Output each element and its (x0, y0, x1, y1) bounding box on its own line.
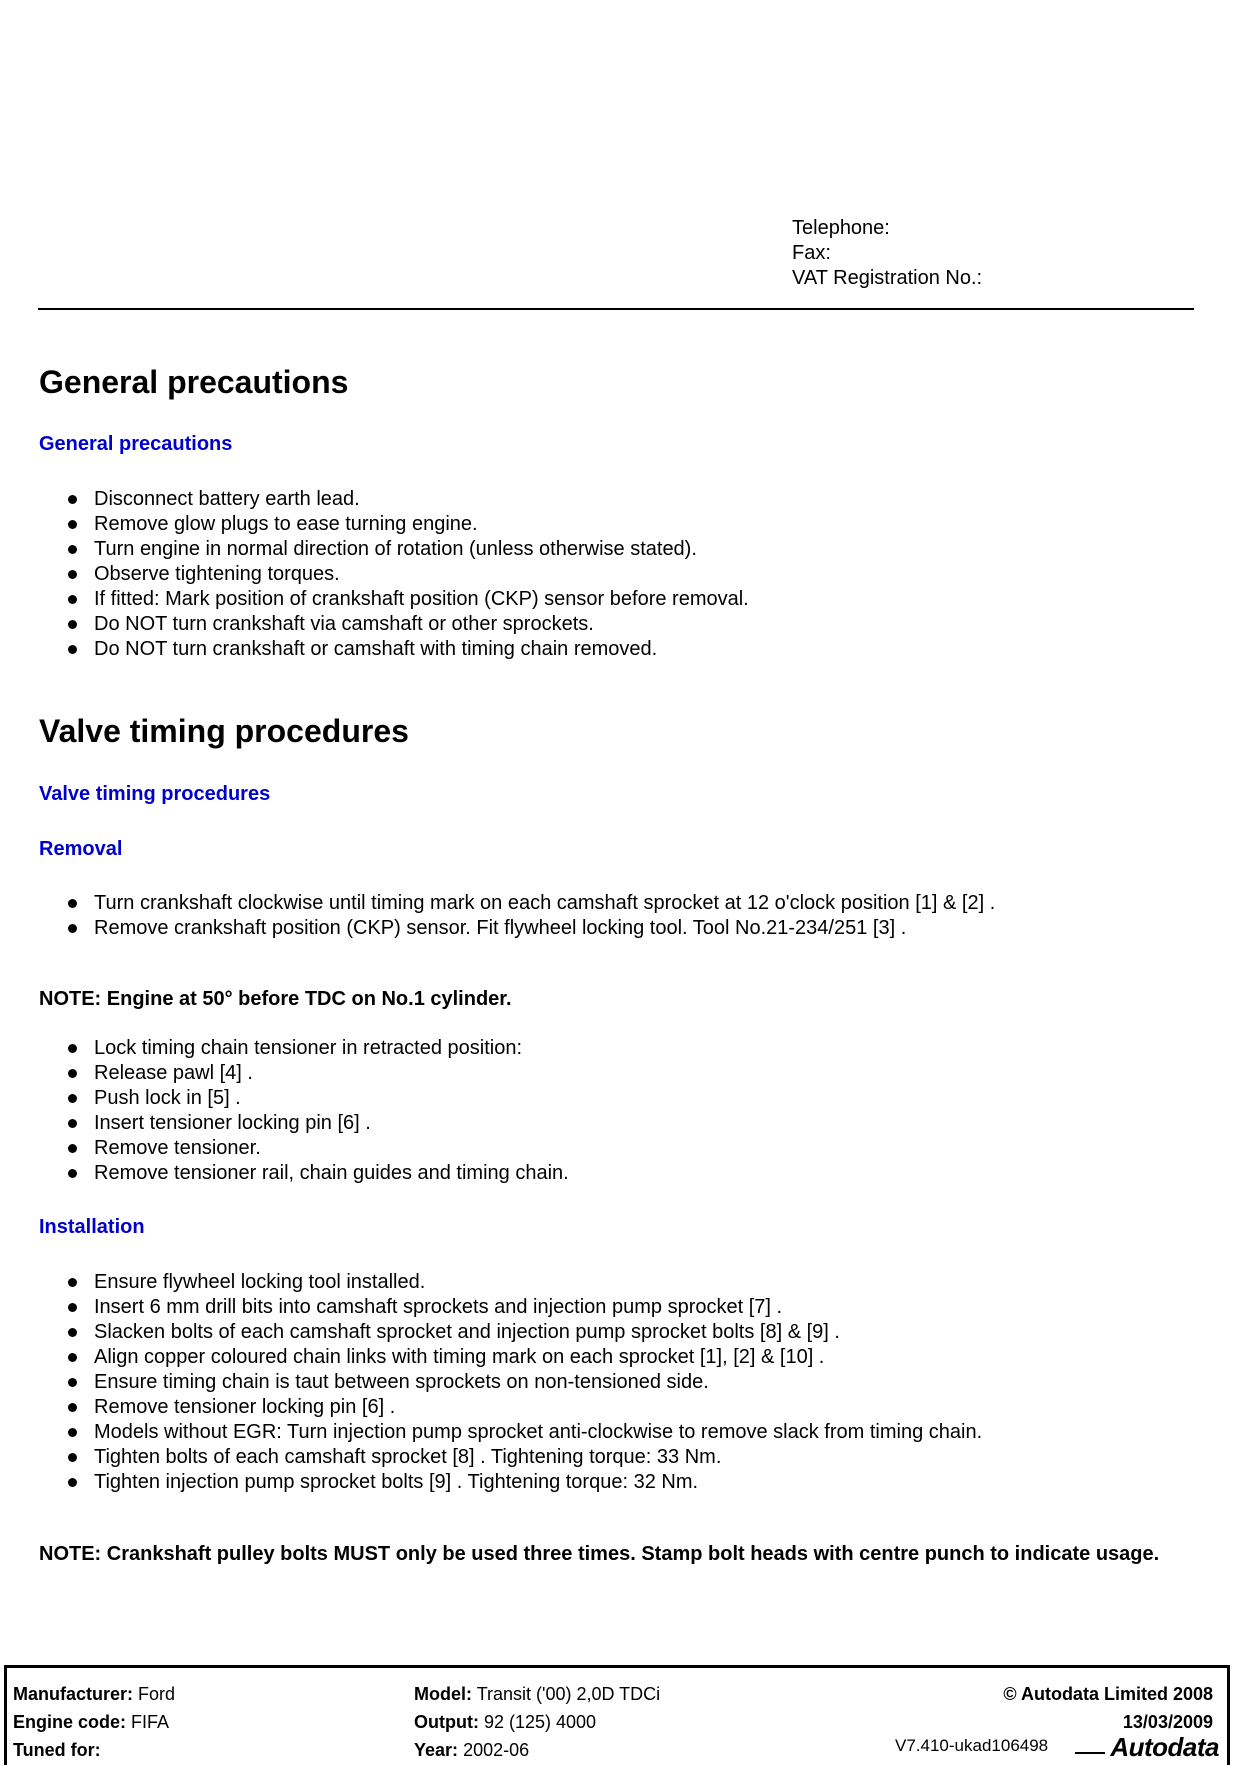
tuned-for-label: Tuned for: (13, 1740, 101, 1760)
list-item: Insert 6 mm drill bits into camshaft sprockets and injection pump sprocket [7] . (66, 1295, 982, 1320)
list-item: Lock timing chain tensioner in retracted position: (66, 1036, 569, 1061)
list-item: Tighten bolts of each camshaft sprocket [8] . Tightening torque: 33 Nm. (66, 1445, 982, 1470)
subheading-general-precautions: General precautions (39, 433, 233, 455)
list-item: Release pawl [4] . (66, 1061, 569, 1086)
list-item: Do NOT turn crankshaft or camshaft with timing chain removed. (66, 637, 749, 662)
footer-copyright-block (1003, 1680, 1213, 1736)
model-value: Transit ('00) 2,0D TDCi (476, 1684, 661, 1704)
subheading-valve-timing: Valve timing procedures (39, 783, 271, 805)
manufacturer-value: Ford (138, 1684, 176, 1704)
manufacturer-label: Manufacturer: (13, 1684, 134, 1704)
list-item: Remove glow plugs to ease turning engine. (66, 512, 749, 537)
footer-vehicle-left (13, 1680, 175, 1764)
list-item: Push lock in [5] . (66, 1086, 569, 1111)
section-heading-general-precautions: General precautions (39, 364, 349, 400)
telephone-label: Telephone: (792, 217, 890, 239)
note-engine-position: NOTE: Engine at 50° before TDC on No.1 cylinder. (39, 988, 512, 1010)
list-item: Observe tightening torques. (66, 562, 749, 587)
year-label: Year: (414, 1740, 459, 1760)
list-item: Turn engine in normal direction of rotation (unless otherwise stated). (66, 537, 749, 562)
document-date: 13/03/2009 (1122, 1712, 1213, 1732)
subheading-installation: Installation (39, 1216, 145, 1238)
list-item: Remove tensioner rail, chain guides and timing chain. (66, 1161, 569, 1186)
list-item: Insert tensioner locking pin [6] . (66, 1111, 569, 1136)
installation-list (66, 1270, 982, 1495)
list-item: Models without EGR: Turn injection pump sprocket anti-clockwise to remove slack from timing chain. (66, 1420, 982, 1445)
fax-label: Fax: (792, 242, 831, 264)
section-heading-valve-timing: Valve timing procedures (39, 713, 409, 749)
list-item: Remove tensioner locking pin [6] . (66, 1395, 982, 1420)
copyright-text: © Autodata Limited 2008 (1003, 1684, 1213, 1704)
list-item: Remove tensioner. (66, 1136, 569, 1161)
removal-list (66, 891, 995, 941)
list-item: Disconnect battery earth lead. (66, 487, 749, 512)
list-item: Remove crankshaft position (CKP) sensor. Fit flywheel locking tool. Tool No.21-234/251 [3] . (66, 916, 995, 941)
year-value: 2002-06 (463, 1740, 530, 1760)
contact-block (792, 216, 982, 291)
list-item: Slacken bolts of each camshaft sprocket and injection pump sprocket bolts [8] & [9] . (66, 1320, 982, 1345)
engine-code-label: Engine code: (13, 1712, 127, 1732)
autodata-logo: Autodata (1110, 1732, 1219, 1762)
list-item: Turn crankshaft clockwise until timing mark on each camshaft sprocket at 12 o'clock position [1] & [2] . (66, 891, 995, 916)
model-label: Model: (414, 1684, 472, 1704)
output-label: Output: (414, 1712, 479, 1732)
engine-code-value: FIFA (131, 1712, 170, 1732)
general-precautions-list (66, 487, 749, 662)
footer-vehicle-middle (414, 1680, 660, 1764)
list-item: Do NOT turn crankshaft via camshaft or other sprockets. (66, 612, 749, 637)
list-item: Align copper coloured chain links with timing mark on each sprocket [1], [2] & [10] . (66, 1345, 982, 1370)
list-item: Ensure timing chain is taut between sprockets on non-tensioned side. (66, 1370, 982, 1395)
list-item: If fitted: Mark position of crankshaft position (CKP) sensor before removal. (66, 587, 749, 612)
list-item: Tighten injection pump sprocket bolts [9] . Tightening torque: 32 Nm. (66, 1470, 982, 1495)
note-crankshaft-pulley-bolts: NOTE: Crankshaft pulley bolts MUST only be used three times. Stamp bolt heads with centre punch to indicate usage. (39, 1543, 1160, 1565)
output-value: 92 (125) 4000 (483, 1712, 597, 1732)
document-footer (4, 1665, 1230, 1765)
list-item: Ensure flywheel locking tool installed. (66, 1270, 982, 1295)
header-divider (38, 308, 1194, 310)
vat-label: VAT Registration No.: (792, 267, 983, 289)
tensioner-list (66, 1036, 569, 1186)
document-reference: V7.410-ukad106498 (895, 1736, 1049, 1755)
subheading-removal: Removal (39, 838, 123, 860)
